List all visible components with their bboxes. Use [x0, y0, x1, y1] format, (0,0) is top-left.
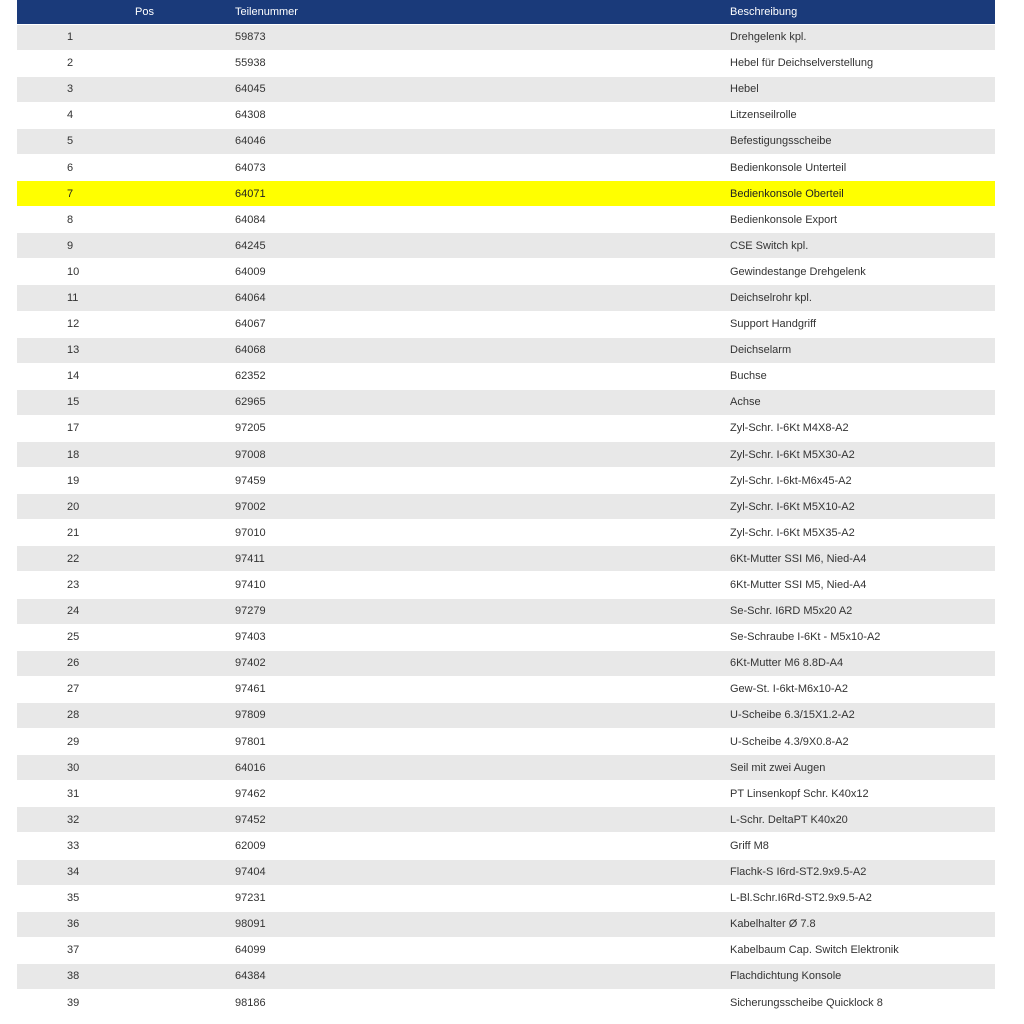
- cell-beschreibung: Drehgelenk kpl.: [730, 24, 995, 50]
- table-row[interactable]: [17, 989, 995, 1015]
- cell-teilenummer: 64067: [232, 311, 730, 337]
- cell-teilenummer: 97403: [232, 624, 730, 650]
- cell-beschreibung: Kabelhalter Ø 7.8: [730, 911, 995, 937]
- cell-teilenummer: 64071: [232, 181, 730, 207]
- cell-beschreibung: Sicherungsscheibe Quicklock 8: [730, 989, 995, 1015]
- table-row[interactable]: [17, 520, 995, 546]
- table-row[interactable]: [17, 546, 995, 572]
- cell-pos: 15: [17, 389, 232, 415]
- cell-pos: 13: [17, 337, 232, 363]
- table-row[interactable]: [17, 233, 995, 259]
- cell-beschreibung: 6Kt-Mutter M6 8.8D-A4: [730, 650, 995, 676]
- cell-teilenummer: 62352: [232, 363, 730, 389]
- cell-beschreibung: Kabelbaum Cap. Switch Elektronik: [730, 937, 995, 963]
- cell-teilenummer: 97410: [232, 572, 730, 598]
- cell-pos: 8: [17, 207, 232, 233]
- cell-teilenummer: 64308: [232, 102, 730, 128]
- cell-beschreibung: Hebel: [730, 76, 995, 102]
- cell-teilenummer: 97010: [232, 520, 730, 546]
- cell-teilenummer: 98091: [232, 911, 730, 937]
- cell-teilenummer: 97404: [232, 859, 730, 885]
- table-row[interactable]: [17, 24, 995, 50]
- cell-pos: 10: [17, 259, 232, 285]
- cell-pos: 3: [17, 76, 232, 102]
- cell-pos: 26: [17, 650, 232, 676]
- table-row[interactable]: [17, 729, 995, 755]
- cell-pos: 17: [17, 415, 232, 441]
- cell-teilenummer: 97411: [232, 546, 730, 572]
- cell-beschreibung: Achse: [730, 389, 995, 415]
- table-row[interactable]: [17, 494, 995, 520]
- header-teilenummer[interactable]: Teilenummer: [232, 0, 730, 24]
- table-row[interactable]: [17, 937, 995, 963]
- cell-teilenummer: 62009: [232, 833, 730, 859]
- table-row[interactable]: [17, 755, 995, 781]
- cell-pos: 20: [17, 494, 232, 520]
- table-row[interactable]: [17, 781, 995, 807]
- cell-beschreibung: Bedienkonsole Export: [730, 207, 995, 233]
- cell-teilenummer: 97452: [232, 807, 730, 833]
- cell-beschreibung: Deichselrohr kpl.: [730, 285, 995, 311]
- cell-beschreibung: Flachk-S I6rd-ST2.9x9.5-A2: [730, 859, 995, 885]
- table-row[interactable]: [17, 676, 995, 702]
- cell-teilenummer: 97402: [232, 650, 730, 676]
- cell-pos: 1: [17, 24, 232, 50]
- cell-beschreibung: Zyl-Schr. I-6Kt M5X10-A2: [730, 494, 995, 520]
- cell-pos: 33: [17, 833, 232, 859]
- cell-pos: 21: [17, 520, 232, 546]
- parts-table: [17, 0, 995, 1016]
- cell-teilenummer: 64084: [232, 207, 730, 233]
- cell-teilenummer: 64245: [232, 233, 730, 259]
- table-row[interactable]: [17, 624, 995, 650]
- table-row[interactable]: [17, 963, 995, 989]
- cell-teilenummer: 59873: [232, 24, 730, 50]
- table-row[interactable]: [17, 833, 995, 859]
- cell-beschreibung: Buchse: [730, 363, 995, 389]
- cell-pos: 7: [17, 181, 232, 207]
- header-beschreibung[interactable]: Beschreibung: [730, 0, 995, 24]
- table-row[interactable]: [17, 181, 995, 207]
- cell-teilenummer: 97279: [232, 598, 730, 624]
- table-row[interactable]: [17, 154, 995, 180]
- table-row[interactable]: [17, 650, 995, 676]
- cell-pos: 29: [17, 729, 232, 755]
- table-row[interactable]: [17, 415, 995, 441]
- cell-beschreibung: Deichselarm: [730, 337, 995, 363]
- cell-pos: 11: [17, 285, 232, 311]
- table-row[interactable]: [17, 911, 995, 937]
- cell-teilenummer: 97459: [232, 468, 730, 494]
- cell-pos: 37: [17, 937, 232, 963]
- cell-teilenummer: 62965: [232, 389, 730, 415]
- cell-beschreibung: Zyl-Schr. I-6Kt M4X8-A2: [730, 415, 995, 441]
- cell-beschreibung: Hebel für Deichselverstellung: [730, 50, 995, 76]
- cell-pos: 27: [17, 676, 232, 702]
- cell-teilenummer: 64046: [232, 128, 730, 154]
- cell-pos: 5: [17, 128, 232, 154]
- table-row[interactable]: [17, 807, 995, 833]
- cell-beschreibung: L-Bl.Schr.I6Rd-ST2.9x9.5-A2: [730, 885, 995, 911]
- cell-beschreibung: Flachdichtung Konsole: [730, 963, 995, 989]
- cell-beschreibung: U-Scheibe 6.3/15X1.2-A2: [730, 702, 995, 728]
- table-header-row: [17, 0, 995, 24]
- cell-pos: 28: [17, 702, 232, 728]
- cell-teilenummer: 55938: [232, 50, 730, 76]
- table-row[interactable]: [17, 885, 995, 911]
- cell-beschreibung: Zyl-Schr. I-6Kt M5X30-A2: [730, 442, 995, 468]
- cell-pos: 34: [17, 859, 232, 885]
- cell-pos: 19: [17, 468, 232, 494]
- cell-pos: 12: [17, 311, 232, 337]
- table-row[interactable]: [17, 442, 995, 468]
- table-row[interactable]: [17, 363, 995, 389]
- table-row[interactable]: [17, 598, 995, 624]
- cell-beschreibung: Zyl-Schr. I-6Kt M5X35-A2: [730, 520, 995, 546]
- cell-beschreibung: L-Schr. DeltaPT K40x20: [730, 807, 995, 833]
- cell-beschreibung: Litzenseilrolle: [730, 102, 995, 128]
- table-row[interactable]: [17, 207, 995, 233]
- cell-teilenummer: 64384: [232, 963, 730, 989]
- table-row[interactable]: [17, 389, 995, 415]
- cell-teilenummer: 64073: [232, 154, 730, 180]
- cell-beschreibung: U-Scheibe 4.3/9X0.8-A2: [730, 729, 995, 755]
- cell-pos: 18: [17, 442, 232, 468]
- cell-pos: 32: [17, 807, 232, 833]
- cell-pos: 14: [17, 363, 232, 389]
- cell-teilenummer: 64009: [232, 259, 730, 285]
- cell-teilenummer: 97008: [232, 442, 730, 468]
- table-row[interactable]: [17, 259, 995, 285]
- cell-pos: 4: [17, 102, 232, 128]
- table-row[interactable]: [17, 468, 995, 494]
- table-body: [17, 24, 995, 1016]
- cell-pos: 30: [17, 755, 232, 781]
- cell-pos: 31: [17, 781, 232, 807]
- table-row[interactable]: [17, 702, 995, 728]
- table-row[interactable]: [17, 311, 995, 337]
- cell-beschreibung: PT Linsenkopf Schr. K40x12: [730, 781, 995, 807]
- cell-teilenummer: 97809: [232, 702, 730, 728]
- table-row[interactable]: [17, 572, 995, 598]
- cell-teilenummer: 64064: [232, 285, 730, 311]
- cell-beschreibung: Se-Schr. I6RD M5x20 A2: [730, 598, 995, 624]
- cell-beschreibung: Griff M8: [730, 833, 995, 859]
- cell-teilenummer: 64068: [232, 337, 730, 363]
- cell-teilenummer: 97461: [232, 676, 730, 702]
- cell-pos: 6: [17, 154, 232, 180]
- table-row[interactable]: [17, 337, 995, 363]
- cell-pos: 25: [17, 624, 232, 650]
- cell-teilenummer: 64045: [232, 76, 730, 102]
- cell-teilenummer: 64099: [232, 937, 730, 963]
- cell-beschreibung: Befestigungsscheibe: [730, 128, 995, 154]
- table-row[interactable]: [17, 128, 995, 154]
- header-pos[interactable]: Pos: [17, 0, 232, 24]
- cell-pos: 35: [17, 885, 232, 911]
- cell-pos: 38: [17, 963, 232, 989]
- cell-beschreibung: Se-Schraube I-6Kt - M5x10-A2: [730, 624, 995, 650]
- cell-beschreibung: Gewindestange Drehgelenk: [730, 259, 995, 285]
- cell-teilenummer: 97801: [232, 729, 730, 755]
- cell-beschreibung: Bedienkonsole Oberteil: [730, 181, 995, 207]
- table-row[interactable]: [17, 76, 995, 102]
- cell-beschreibung: Bedienkonsole Unterteil: [730, 154, 995, 180]
- table-row[interactable]: [17, 285, 995, 311]
- cell-pos: 39: [17, 989, 232, 1015]
- cell-teilenummer: 97205: [232, 415, 730, 441]
- cell-teilenummer: 64016: [232, 755, 730, 781]
- cell-beschreibung: 6Kt-Mutter SSI M6, Nied-A4: [730, 546, 995, 572]
- cell-beschreibung: CSE Switch kpl.: [730, 233, 995, 259]
- cell-pos: 22: [17, 546, 232, 572]
- table-row[interactable]: [17, 859, 995, 885]
- cell-pos: 9: [17, 233, 232, 259]
- table-row[interactable]: [17, 50, 995, 76]
- cell-teilenummer: 97002: [232, 494, 730, 520]
- cell-beschreibung: Support Handgriff: [730, 311, 995, 337]
- table-row[interactable]: [17, 102, 995, 128]
- cell-beschreibung: Seil mit zwei Augen: [730, 755, 995, 781]
- cell-teilenummer: 97462: [232, 781, 730, 807]
- cell-pos: 23: [17, 572, 232, 598]
- cell-pos: 36: [17, 911, 232, 937]
- cell-pos: 24: [17, 598, 232, 624]
- cell-teilenummer: 97231: [232, 885, 730, 911]
- cell-beschreibung: Zyl-Schr. I-6kt-M6x45-A2: [730, 468, 995, 494]
- cell-teilenummer: 98186: [232, 989, 730, 1015]
- cell-beschreibung: Gew-St. I-6kt-M6x10-A2: [730, 676, 995, 702]
- cell-pos: 2: [17, 50, 232, 76]
- cell-beschreibung: 6Kt-Mutter SSI M5, Nied-A4: [730, 572, 995, 598]
